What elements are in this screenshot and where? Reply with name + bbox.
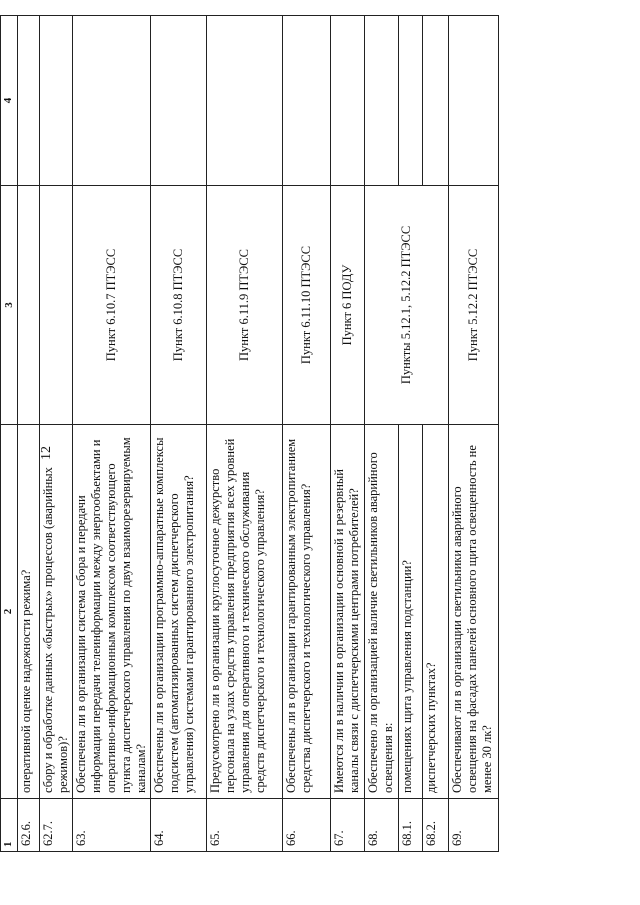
- row-note: [331, 16, 365, 186]
- header-row: [1, 16, 18, 852]
- row-note: [73, 16, 151, 186]
- row-reference: [40, 186, 73, 425]
- row-number: 62.7.: [40, 799, 73, 852]
- row-reference: Пункт 6 ПОДУ: [331, 186, 365, 425]
- row-reference: Пункт 6.11.9 ПТЭСС: [207, 186, 283, 425]
- row-number: 68.1.: [399, 799, 423, 852]
- row-number: 62.6.: [18, 799, 40, 852]
- table-row: [40, 16, 73, 852]
- table-row: [331, 16, 365, 852]
- row-number: 68.: [365, 799, 399, 852]
- row-note: [40, 16, 73, 186]
- column-header-2: 2: [1, 425, 18, 799]
- table-row: [449, 16, 499, 852]
- row-question: Предусмотрено ли в организации круглосуточное дежурство персонала на узлах средств управления предприятия всех уровней управления для оперативного и технического обслуживания средств диспетчерского и технологического управления?: [207, 425, 283, 799]
- row-question: Имеются ли в наличии в организации основной и резервный каналы связи с диспетчерскими центрами потребителей?: [331, 425, 365, 799]
- table-row: [399, 16, 423, 852]
- table-row: [73, 16, 151, 852]
- row-reference: Пункт 5.12.2 ПТЭСС: [449, 186, 499, 425]
- row-note: [365, 16, 399, 186]
- row-note: [18, 16, 40, 186]
- row-question: сбору и обработке данных «быстрых» процессов (аварийных режимов)?: [40, 425, 73, 799]
- row-number: 65.: [207, 799, 283, 852]
- table-row: [151, 16, 207, 852]
- row-question: диспетчерских пунктах?: [423, 425, 449, 799]
- table-row: [18, 16, 40, 852]
- row-note: [151, 16, 207, 186]
- row-number: 69.: [449, 799, 499, 852]
- table-row: [365, 16, 399, 852]
- row-note: [207, 16, 283, 186]
- row-question: помещениях щита управления подстанции?: [399, 425, 423, 799]
- column-header-3: 3: [1, 186, 18, 425]
- table-row: [283, 16, 331, 852]
- column-header-4: 4: [1, 16, 18, 186]
- row-number: 63.: [73, 799, 151, 852]
- row-question: оперативной оценке надежности режима?: [18, 425, 40, 799]
- row-question: Обеспечены ли в организации гарантированным электропитанием средства диспетчерского и технологического управления?: [283, 425, 331, 799]
- row-reference: Пункт 6.10.7 ПТЭСС: [73, 186, 151, 425]
- row-question: Обеспечивают ли в организации светильники аварийного освещения на фасадах панелей основного щита освещенность не менее 30 лк?: [449, 425, 499, 799]
- checklist-page: [0, 52, 540, 852]
- row-number: 66.: [283, 799, 331, 852]
- row-note: [399, 16, 423, 186]
- row-reference: Пункт 6.11.10 ПТЭСС: [283, 186, 331, 425]
- row-number: 64.: [151, 799, 207, 852]
- row-note: [283, 16, 331, 186]
- row-reference: Пункты 5.12.1, 5.12.2 ПТЭСС: [365, 186, 449, 425]
- row-number: 68.2.: [423, 799, 449, 852]
- column-header-1: 1: [1, 799, 18, 852]
- checklist-table: [0, 15, 499, 852]
- page-number: 12: [39, 446, 54, 460]
- row-note: [423, 16, 449, 186]
- table-row: [207, 16, 283, 852]
- row-note: [449, 16, 499, 186]
- row-reference: Пункт 6.10.8 ПТЭСС: [151, 186, 207, 425]
- row-question: Обеспечена ли в организации система сбора и передачи информации передачи телеинформации между энергообъектами и оперативно-информационным комплексом соответствующего пункта диспетчерского управления по двум взаиморезервируемым каналам?: [73, 425, 151, 799]
- row-number: 67.: [331, 799, 365, 852]
- row-reference: [18, 186, 40, 425]
- table-row: [423, 16, 449, 852]
- row-question: Обеспечены ли в организации программно-аппаратные комплексы подсистем (автоматизированных систем диспетчерского управления) системами гарантированного электропитания?: [151, 425, 207, 799]
- row-question: Обеспечено ли организацией наличие светильников аварийного освещения в:: [365, 425, 399, 799]
